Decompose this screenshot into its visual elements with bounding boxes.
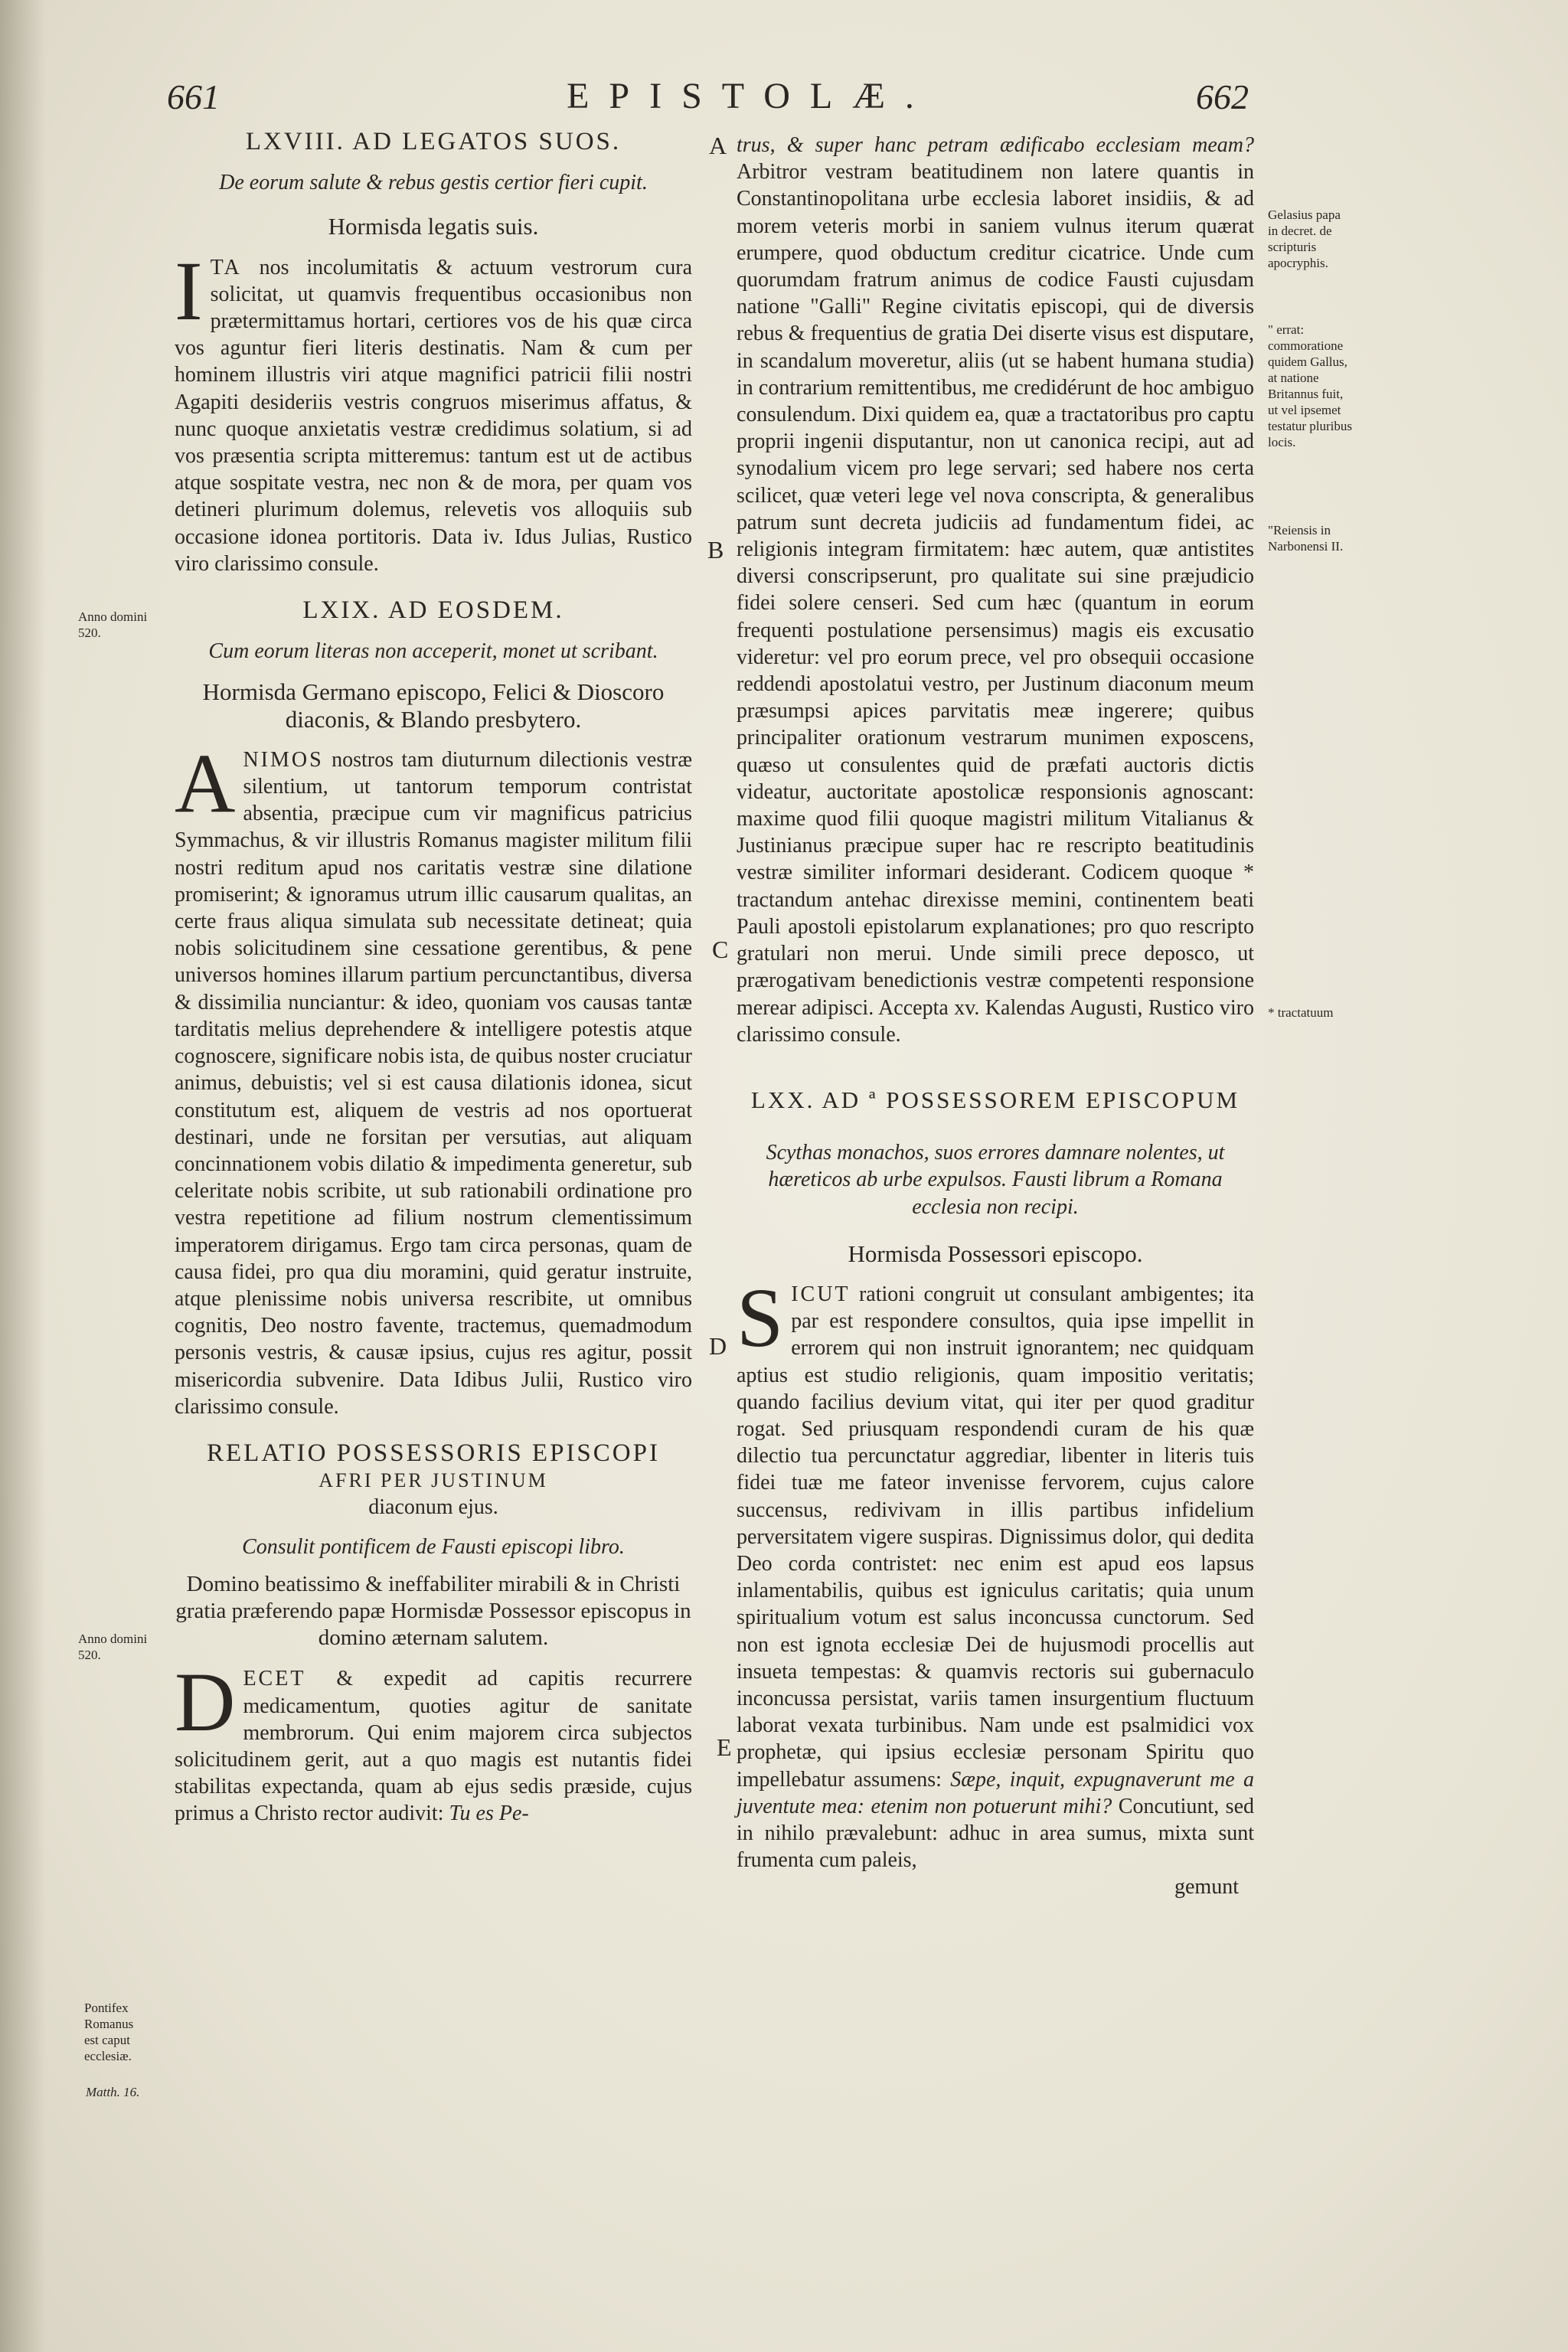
section-letter-a: A (709, 132, 727, 159)
letter-68-text: nos incolumitatis & actuum vestrorum cura solicitat, ut quamvis frequentibus occasionibus non prætermittamus hortari, certiores vos de his quæ circa vos aguntur fieri literis destinatis. Nam & cum per hominem illustris viri atque magnifici patricii filii nostri Agapiti desideriis vestris congruos miserimus affatus, & nunc quoque anxietatis vestræ credidimus solatium, si ad vos præsentia scripta mitteremus: tantum est ut de actibus atque sospitate vestra, nec non & de mora, per quam vos detineri plurimum dolemus, relevetis vos alloquiis sub occasione idonea portitoris. Data iv. Idus Julias, Rustico viro clarissimo consule. (175, 255, 692, 576)
letter-68-address: Hormisda legatis suis. (328, 213, 539, 240)
letter-68-lead: TA (210, 255, 242, 279)
letter-69-lead: NIMOS (243, 747, 324, 772)
relatio-text-italic: Tu es Pe- (449, 1802, 529, 1826)
margin-note-errat: " errat: commoratione quidem Gallus, at natione Britannus fuit, ut vel ipsemet testatur pluribus locis. (1268, 322, 1353, 449)
right-page-number: 662 (1196, 77, 1249, 116)
letter-70-summary: Scythas monachos, suos errores damnare nolentes, ut hæreticos ab urbe expulsos. Fausti librum a Romana ecclesia non recipi. (766, 1141, 1225, 1219)
margin-note-tractatuum: * tractatuum (1268, 1005, 1334, 1020)
left-page-number: 661 (167, 77, 220, 116)
margin-note-matthew: Matth. 16. (86, 2085, 140, 2099)
letter-70-lead: ICUT (791, 1282, 851, 1306)
margin-note-year-2: Anno domini 520. (78, 1632, 148, 1662)
gutter-shadow (0, 0, 46, 2352)
margin-note-pontifex: Pontifex Romanus est caput ecclesiæ. (84, 2001, 134, 2063)
letter-70-text: rationi congruit ut consulant ambigentes; ita par est respondere consultos, quia ipse impellit in errorem qui non instruit ignorantem; nec quidquam aptius est studio religionis, quam impositio veritatis; quando facilius devium vitat, qui iter per quod graditur rogat. Sed priusquam respondendi curam de his quæ dilectio tua percunctatur aggrediar, libenter in literis tuis fidei tuæ me fateor invenisse fervorem, cujus calore succensus, redivivam in illis partibus infidelium perversitatem vigere suspiras. Dignissimus dolor, qui dedita Deo corda contristet: nec enim est apud eos lapsus inlamentabilis, quibus est igniculus caritatis; quia unum spiritualium votum est salus inconcussa cunctorum. Sed non est ignota ecclesiæ Dei de hujusmodi procellis aut insueta tempestas: & quamvis rectoris sui gubernaculo inconcussa persistat, variis tamen insurgentium fluctuum laborat vexata turbinibus. Nam unde est psalmidici vox prophetæ, qui ipsius ecclesiæ personam Spiritu quo impellebatur assumens: (737, 1282, 1254, 1792)
relatio-summary: Consulit pontificem de Fausti episcopi libro. (242, 1534, 625, 1559)
letter-69-dropcap: A (175, 736, 236, 830)
letter-69-summary: Cum eorum literas non acceperit, monet ut scribant. (208, 639, 658, 664)
relatio-body (175, 1655, 693, 1827)
section-letter-c: C (712, 936, 729, 963)
letter-70-body (737, 1270, 1255, 1873)
relatio-heading: RELATIO POSSESSORIS EPISCOPI (207, 1439, 660, 1467)
section-letter-e: E (717, 1733, 732, 1761)
letter-68-summary: De eorum salute & rebus gestis certior fieri cupit. (219, 171, 648, 195)
catchword: gemunt (1174, 1875, 1239, 1900)
right-column (737, 132, 1254, 1901)
letter-70-dropcap: S (737, 1270, 784, 1364)
running-title: EPISTOLÆ. (567, 76, 934, 116)
letter-70-heading: LXX. AD ª POSSESSOREM EPISCOPUM (750, 1086, 1240, 1113)
relatio-text: & expedit ad capitis recurrere medicamentum, quoties agitur de sanitate membrorum. Qui enim majorem circa subjectos solicitudinem gerit, aut a quo magis est nutantis fidei stabilitas expectanda, quam ab ejus sedis præside, cujus primus a Christo rector audivit: (175, 1667, 693, 1826)
left-column (175, 129, 692, 1828)
section-letter-d: D (709, 1332, 727, 1360)
relatio-cont-opening: trus, & super hanc petram ædificabo ecclesiam meam? (737, 133, 1254, 157)
letter-70-quote: Sæpe, inquit, expugnaverunt me a juventute mea: etenim non potuerunt mihi? (737, 1767, 1255, 1818)
letter-68-dropcap: I (175, 243, 203, 338)
relatio-address: Domino beatissimo & ineffabiliter mirabili & in Christi gratia præferendo papæ Hormisdæ Possessor episcopus in domino æternam salutem. (175, 1571, 691, 1651)
relatio-continued (737, 132, 1254, 1048)
margin-note-gelasius: Gelasius papa in decret. de scripturis apocryphis. (1268, 207, 1341, 270)
letter-69-text: nostros tam diuturnum dilectionis vestræ silentium, ut tantorum temporum contristat absentia, præcipue cum vir magnificus patricius Symmachus, & vir illustris Romanus magister militum filii nostri reditum apud nos caritatis vestræ sine dilatione promiserint; & ignoramus utrum illic causarum qualitas, an certe fraus aliqua simulata sub necessitate detineat; quia nobis solicitudinem sine cessatione gerentibus, & pene universos homines illarum partium percunctantibus, diversa & dissimilia nunciantur: & ideo, quoniam vos causas tantæ tarditatis melius deprehendere & intelligere potestis atque cognoscere, significare nobis ista, de quibus noster cruciatur animus, debuistis; vel si est causa dilationis idonea, sicut constitutum est, aliquem de vestris ad nos oportuerat destinari, unde ne forsitan per versutias, aut aliquam concinnationem vobis dilatio & impedimenta generetur, sub celeritate nobis scribite, ut sub rationabili ordinatione pro vestra repetitione ad filium nostrum clementissimum imperatorem dirigamus. Ergo tam circa personas, quam de causa fidei, pro qua diu moramini, quid geratur instruite, atque plenissime nobis universa rescribite, ut omnibus cognitis, Deo nostro favente, tractemus, quemadmodum personis vestris, & causæ ipsius, cujus res agitur, possit misericordia subvenire. Data Idibus Julii, Rustico viro clarissimo consule. (175, 747, 693, 1419)
letter-68-body (175, 243, 692, 577)
margin-note-reiensis: "Reiensis in Narbonensi II. (1268, 523, 1344, 554)
letter-69-heading: LXIX. AD EOSDEM. (302, 596, 564, 625)
relatio-heading-line2: AFRI PER JUSTINUM (318, 1469, 548, 1492)
relatio-lead: ECET (243, 1667, 306, 1691)
relatio-dropcap: D (175, 1655, 236, 1749)
relatio-cont-text: Arbitror vestram beatitudinem non latere quantis in Constantinopolitana urbe ecclesia laboret insidiis, & ad morem veteris morbi in saniem vulnus iterum quærat erumpere, quod obductum creditur cicatrice. Unde cum quorumdam fratrum animus de codice Fausti cujusdam natione "Galli" Regine civitatis episcopi, qui de diversis rebus & frequentius de gratia Dei diserte visus est disputare, in scandalum moveretur, aliis (ut se habent humana studia) in contrarium remittentibus, me credidérunt de hoc ambiguo consulendum. Dixi quidem ea, quæ a tractatoribus pro captu proprii ingenii disputantur, non ut canonica recipi, aut ad synodalium vicem pro lege servari; sed habere nos certa scilicet, quæ veteri lege vel nova conscripta, & generalibus patrum sunt decreta judiciis ad fundamentum fidei, ac religionis integram firmitatem: hæc autem, quæ antistites diversi conscripserunt, pro qualitate sui sine præjudicio fidei solere censeri. Sed cum hæc (quantum in eorum frequenti postulatione persensimus) magis eis excusatio videretur: vel pro eorum prece, vel pro obsequii occasione reddendi apostolatui vestro, per Justinum diaconum meum præsumpsi apices parvitatis meæ ingerere; quibus principaliter orationum vestrarum munimen exposcens, quæso ut consulentes quid de præfati auctoris dictis videatur, auctoritate apostolicæ responsionis agnoscant: maxime quod filii quoque magistri militum Vitalianus & Justinianus præcipue super hac re rescripto beatitudinis vestræ similiter informari desiderant. Codicem quoque * tractandum antehac direxisse memini, continentem beati Pauli apostoli epistolarum explanationes; pro quo rescripto gratulari non merui. Unde simili prece deposco, ut prærogativam benedictionis vestræ competenti responsione merear adipisci. Accepta xv. Kalendas Augusti, Rustico viro clarissimo consule. (737, 160, 1254, 1047)
margin-note-year-1: Anno domini 520. (78, 609, 148, 640)
letter-70-address: Hormisda Possessori episcopo. (848, 1240, 1143, 1267)
letter-69-body (175, 736, 693, 1420)
letter-68-heading: LXVIII. AD LEGATOS SUOS. (245, 128, 622, 155)
section-letter-b: B (707, 536, 724, 564)
letter-70-text-end: Concutiunt, sed in nihilo prævalebunt: adhuc in area sumus, mixta sunt frumenta cum paleis, (737, 1794, 1255, 1873)
relatio-heading-line3: diaconum ejus. (368, 1495, 498, 1520)
letter-69-address: Hormisda Germano episcopo, Felici & Dioscoro diaconis, & Blando presbytero. (202, 678, 665, 733)
